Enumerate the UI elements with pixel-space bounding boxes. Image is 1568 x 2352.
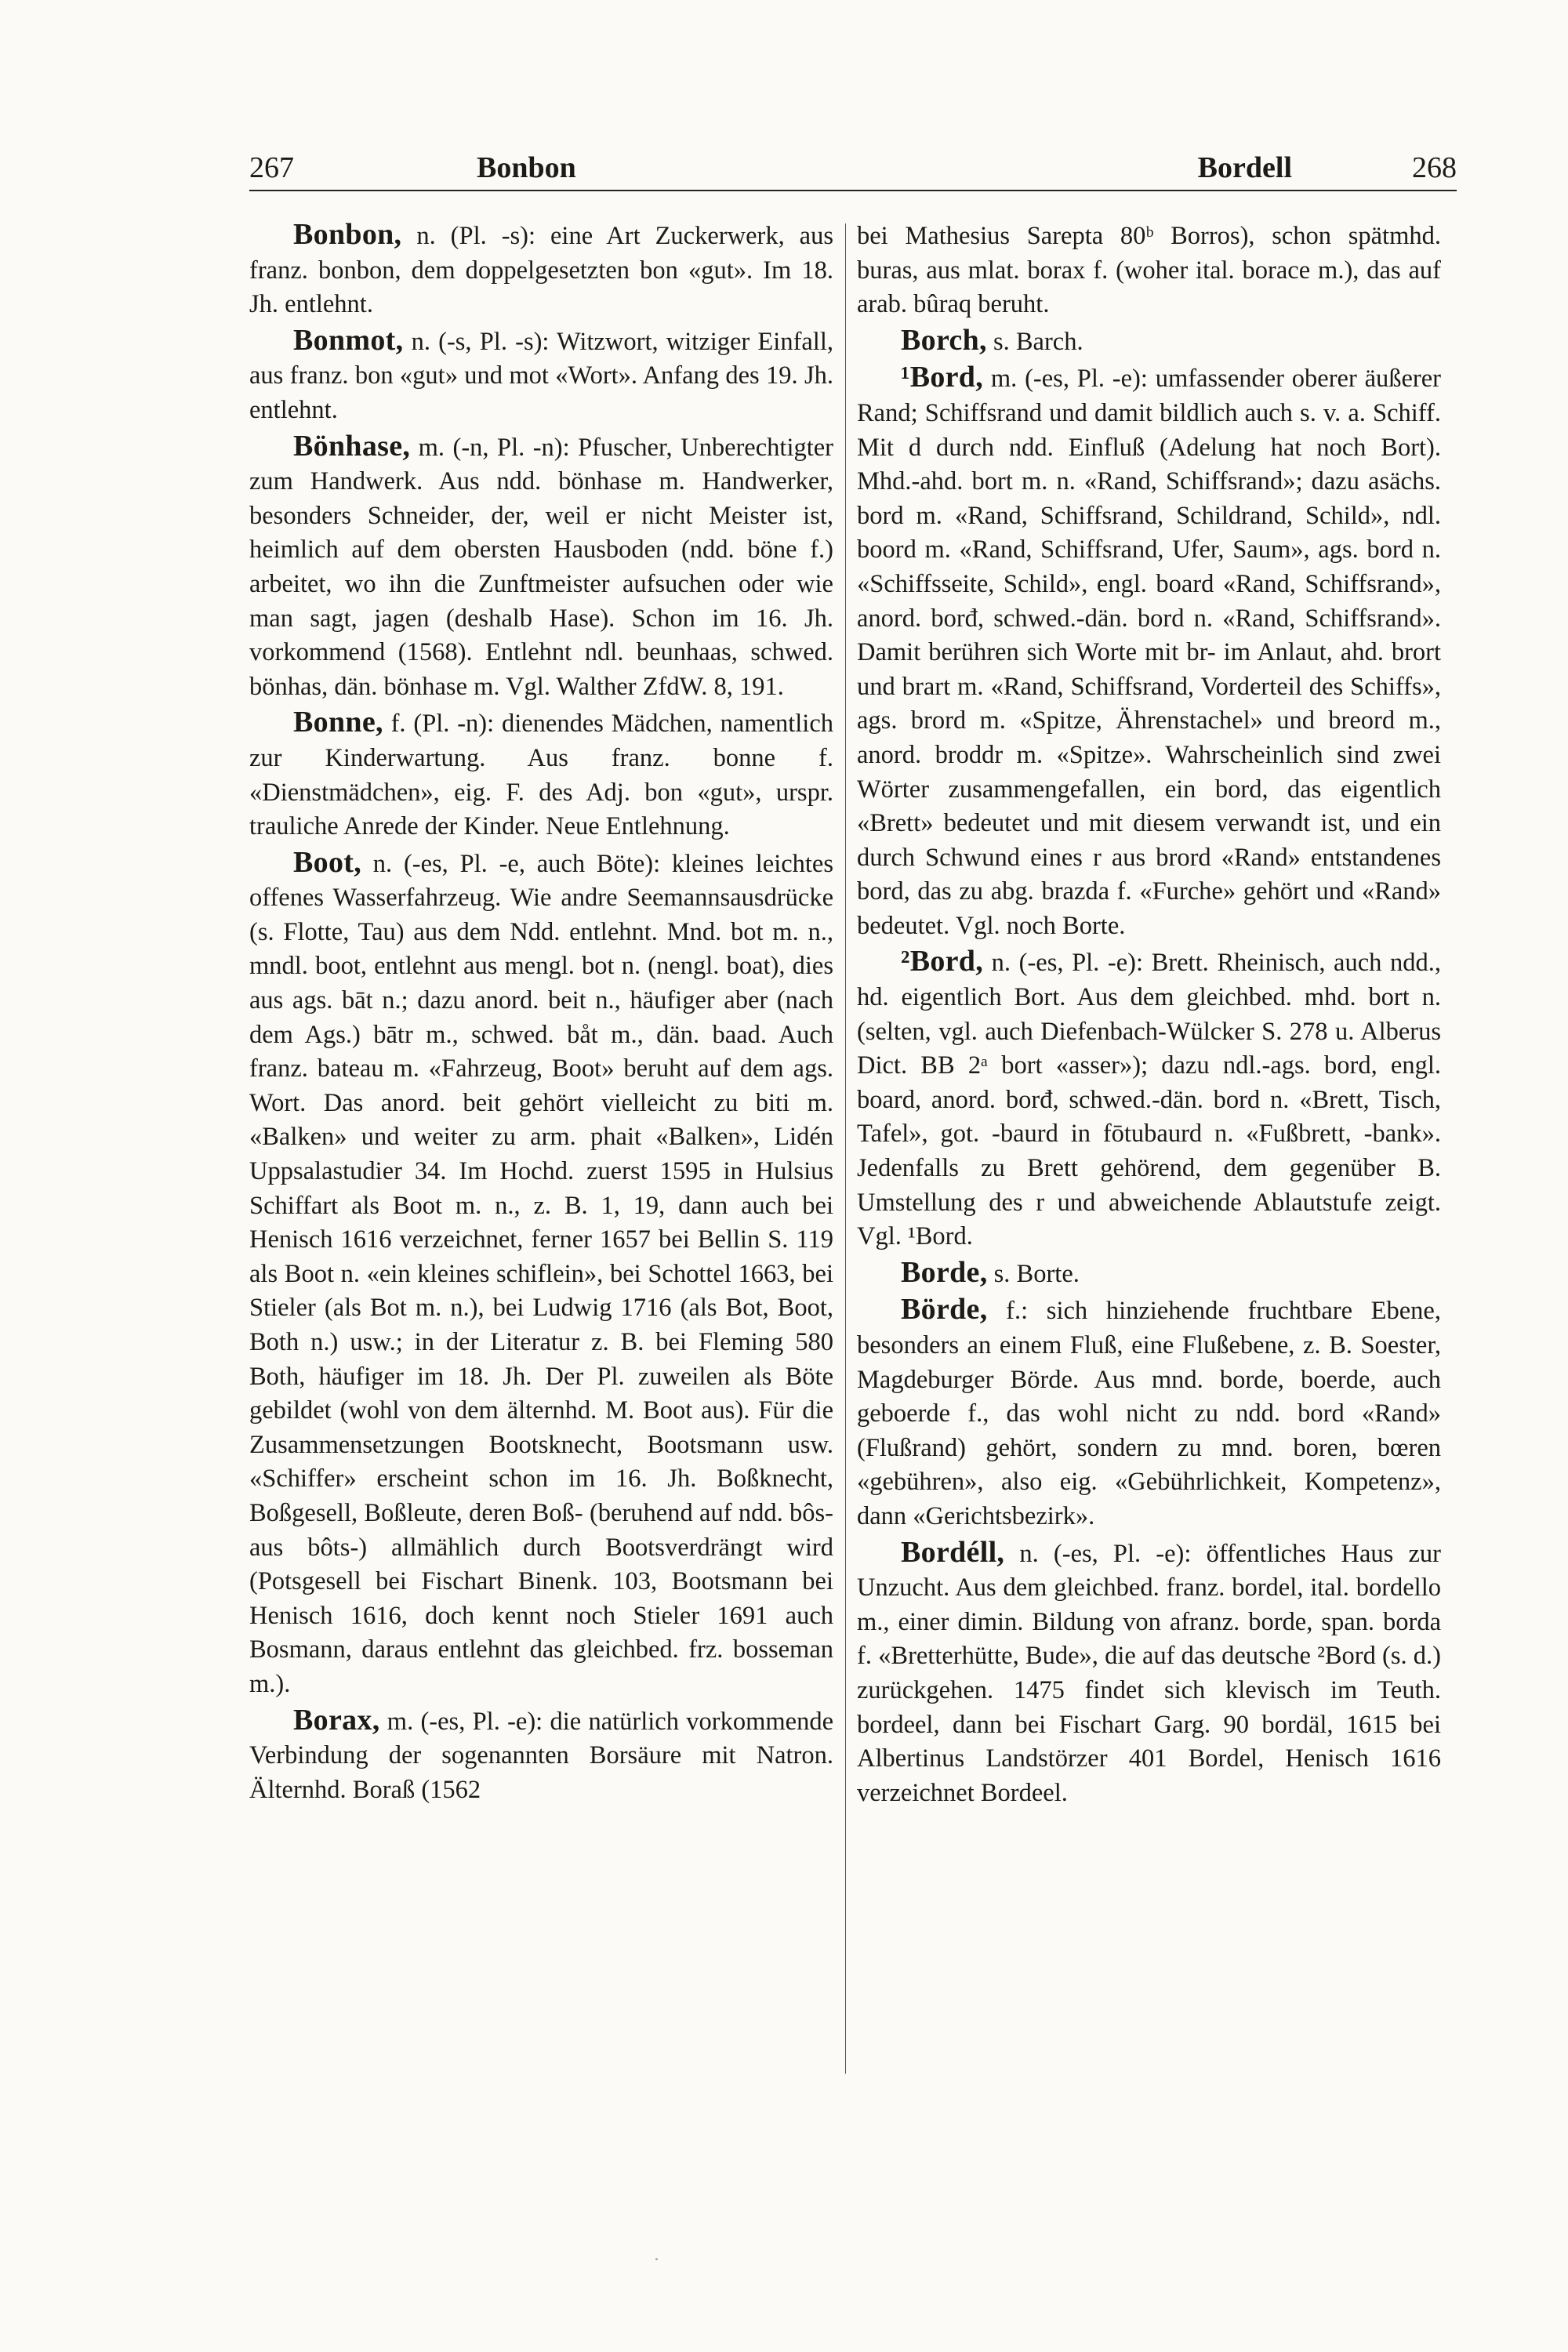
dictionary-entry	[857, 1536, 1441, 1811]
entry-lemma: Bonmot,	[293, 323, 404, 357]
left-page-number: 267	[249, 151, 294, 184]
dictionary-entry	[249, 846, 833, 1702]
entry-text: m. (-n, Pl. -n): Pfuscher, Unberechtigter zum Handwerk. Aus ndd. bönhase m. Handwerker, besonders Schneider, der, weil er nicht Meister ist, heimlich auf dem obersten Hausboden (ndd. böne f.) arbeitet, wo ihn die Zunftmeister aufsuchen oder wie man sagt, jagen (deshalb Hase). Schon im 16. Jh. vorkommend (1568). Entlehnt ndl. beunhaas, schwed. bönhas, dän. bönhase m. Vgl. Walther ZfdW. 8, 191.	[249, 433, 833, 701]
entry-text: n. (-es, Pl. -e, auch Böte): kleines leichtes offenes Wasserfahrzeug. Wie andre Seemannsausdrücke (s. Flotte, Tau) aus dem Ndd. entlehnt. Mnd. bot m. n., mndl. boot, entlehnt aus mengl. bot n. (nengl. boat), dies aus ags. bāt n.; dazu anord. beit n., häufiger aber (nach dem Ags.) bātr m., schwed. båt m., dän. baad. Auch franz. bateau m. «Fahrzeug, Boot» beruht auf dem ags. Wort. Das anord. beit gehört vielleicht zu biti m. «Balken» und weiter zu arm. phait «Balken», Lidén Uppsalastudier 34. Im Hochd. zuerst 1595 in Hulsius Schiffart als Boot m. n., z. B. 1, 19, dann auch bei Henisch 1616 verzeichnet, ferner 1657 bei Bellin S. 119 als Boot n. «ein kleines schiflein», bei Schottel 1663, bei Stieler (als Bot m. n.), bei Ludwig 1716 (als Bot, Boot, Both n.) usw.; in der Literatur z. B. bei Fleming 580 Both, häufiger im 18. Jh. Der Pl. zuweilen als Böte gebildet (wohl von dem älternhd. M. Boot aus). Für die Zusammensetzungen Bootsknecht, Bootsmann usw. «Schiffer» erscheint schon im 16. Jh. Boßknecht, Boßgesell, Boßleute, deren Boß- (beruhend auf ndd. bôs- aus bôts-) allmählich durch Bootsverdrängt wird (Potsgesell bei Fischart Binenk. 103, Bootsmann bei Henisch 1616, doch kennt noch Stieler 1691 auch Bosmann, daraus entlehnt das gleichbed. frz. bosseman m.).	[249, 849, 833, 1698]
right-column	[857, 218, 1441, 2068]
entry-lemma: Borax,	[293, 1703, 380, 1737]
entry-text: f. (Pl. -n): dienendes Mädchen, namentlich zur Kinderwartung. Aus franz. bonne f. «Dienstmädchen», eig. F. des Adj. bon «gut», urspr. trauliche Anrede der Kinder. Neue Entlehnung.	[249, 710, 833, 841]
dictionary-entry	[857, 361, 1441, 943]
dictionary-entry	[249, 218, 833, 322]
dictionary-entry	[857, 218, 1441, 322]
entry-text: s. Borte.	[993, 1259, 1080, 1288]
entry-lemma: Bonne,	[293, 706, 383, 739]
entry-text: f.: sich hinziehende fruchtbare Ebene, besonders an einem Fluß, eine Flußebene, z. B. Soester, Magdeburger Börde. Aus mnd. borde, boerde, auch geboerde f., das wohl nicht zu ndd. bord «Rand» (Flußrand) gehört, sondern zu mnd. boren, bœren «gebühren», also eig. «Gebührlichkeit, Kompetenz», dann «Gerichtsbezirk».	[857, 1297, 1441, 1530]
dictionary-entry	[857, 324, 1441, 360]
entry-lemma: Boot,	[293, 845, 361, 879]
entry-lemma: ²Bord,	[901, 945, 984, 978]
entry-text: m. (-es, Pl. -e): die natürlich vorkommende Verbindung der sogenannten Borsäure mit Natron. Älternhd. Boraß (1562	[249, 1707, 833, 1804]
dictionary-entry	[249, 706, 833, 844]
entry-lemma: Borch,	[901, 323, 987, 357]
column-divider	[845, 223, 846, 2074]
entry-text: m. (-es, Pl. -e): umfassender oberer äußerer Rand; Schiffsrand und damit bildlich auch s. v. a. Schiff. Mit d durch ndd. Einfluß (Adelung hat noch Bort). Mhd.-ahd. bort m. n. «Rand, Schiffsrand»; dazu asächs. bord m. «Rand, Schiffsrand, Schildrand, Schild», ndl. boord m. «Rand, Schiffsrand, Ufer, Saum», ags. bord n. «Schiffsseite, Schild», engl. board «Rand, Schiffsrand», anord. borđ, schwed.-dän. bord n. «Rand, Schiffsrand». Damit berühren sich Worte mit br- im Anlaut, ahd. brort und brart m. «Rand, Schiffsrand, Vorderteil des Schiffs», ags. brord m. «Spitze, Ährenstachel» und breord m., anord. broddr m. «Spitze». Wahrscheinlich sind zwei Wörter zusammengefallen, ein bord, das eigentlich «Brett» bedeutet und mit diesem verwandt ist, und ein durch Schwund eines r aus brord «Rand» entstandenes bord, das zu abg. brazda f. «Furche» gehört und «Rand» bedeutet. Vgl. noch Borte.	[857, 365, 1441, 940]
entry-text: n. (Pl. -s): eine Art Zuckerwerk, aus franz. bonbon, dem doppelgesetzten bon «gut». Im 18. Jh. entlehnt.	[249, 222, 833, 319]
page-speck	[655, 2258, 658, 2260]
right-running-headword: Bordell	[1197, 151, 1292, 184]
entry-lemma: Bordéll,	[901, 1535, 1005, 1569]
entry-lemma: Borde,	[901, 1255, 988, 1289]
entry-text: bei Mathesius Sarepta 80ᵇ Borros), schon spätmhd. buras, aus mlat. borax f. (woher ital. borace m.), das auf arab. bûraq beruht.	[857, 222, 1441, 319]
running-header	[249, 151, 1457, 191]
entry-lemma: Bonbon,	[293, 218, 402, 251]
dictionary-entry	[249, 430, 833, 705]
left-column	[249, 218, 833, 2068]
dictionary-entry	[857, 1256, 1441, 1292]
entry-lemma: Bönhase,	[293, 429, 411, 463]
dictionary-entry	[249, 1704, 833, 1808]
left-running-headword: Bonbon	[477, 151, 576, 184]
entry-text: n. (-s, Pl. -s): Witzwort, witziger Einfall, aus franz. bon «gut» und mot «Wort». Anfang des 19. Jh. entlehnt.	[249, 327, 833, 424]
entry-lemma: Börde,	[901, 1293, 988, 1327]
dictionary-entry	[857, 945, 1441, 1254]
entry-lemma: ¹Bord,	[901, 361, 984, 394]
dictionary-entry	[857, 1293, 1441, 1534]
entry-text: n. (-es, Pl. -e): öffentliches Haus zur Unzucht. Aus dem gleichbed. franz. bordel, ital. bordello m., einer dimin. Bildung von afranz. borde, span. borda f. «Bretterhütte, Bude», die auf das deutsche ²Bord (s. d.) zurückgehen. 1475 findet sich klevisch im Teuth. bordeel, dann bei Fischart Garg. 90 bordäl, 1615 bei Albertinus Landstörzer 401 Bordel, Henisch 1616 verzeichnet Bordeel.	[857, 1539, 1441, 1807]
dictionary-entry	[249, 324, 833, 428]
entry-text: s. Barch.	[993, 327, 1083, 356]
right-page-number: 268	[1412, 151, 1457, 184]
entry-text: n. (-es, Pl. -e): Brett. Rheinisch, auch ndd., hd. eigentlich Bort. Aus dem gleichbed. mhd. bort n. (selten, vgl. auch Diefenbach-Wülcker S. 278 u. Alberus Dict. BB 2ᵃ bort «asser»); dazu ndl.-ags. bord, engl. board, anord. borđ, schwed.-dän. bord n. «Brett, Tisch, Tafel», got. -baurd in fōtubaurd n. «Fußbrett, -bank». Jedenfalls zu Brett gehörend, dem gegenüber B. Umstellung des r und abweichende Ablautstufe zeigt. Vgl. ¹Bord.	[857, 949, 1441, 1251]
